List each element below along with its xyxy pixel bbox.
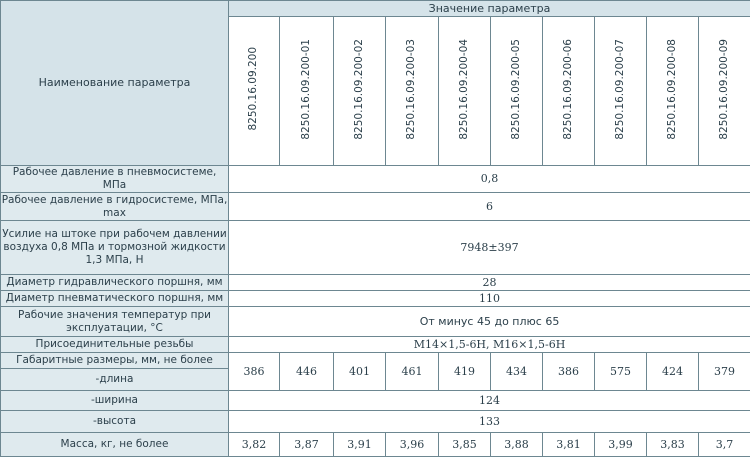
- length-value: 424: [647, 353, 699, 391]
- model-header: 8250.16.09.200-04: [439, 17, 491, 166]
- row-value: 110: [229, 291, 750, 307]
- mass-value: 3,82: [229, 433, 280, 457]
- mass-value: 3,85: [439, 433, 491, 457]
- row-label: -длина: [1, 369, 229, 391]
- row-label: Усилие на штоке при рабочем давлении воздуха 0,8 МПа и тормозной жидкости 1,3 МПа, Н: [1, 221, 229, 275]
- mass-value: 3,87: [280, 433, 334, 457]
- length-value: 379: [699, 353, 750, 391]
- mass-value: 3,7: [699, 433, 750, 457]
- mass-value: 3,99: [595, 433, 647, 457]
- row-label: Рабочие значения температур при эксплуатации, °С: [1, 307, 229, 337]
- value-group-header: Значение параметра: [229, 1, 750, 17]
- row-value: 0,8: [229, 166, 750, 193]
- param-name-header: Наименование параметра: [1, 1, 229, 166]
- row-value: От минус 45 до плюс 65: [229, 307, 750, 337]
- mass-value: 3,91: [334, 433, 386, 457]
- row-label: Присоединительные резьбы: [1, 337, 229, 353]
- row-label: Диаметр пневматического поршня, мм: [1, 291, 229, 307]
- mass-value: 3,96: [386, 433, 439, 457]
- model-header: 8250.16.09.200-01: [280, 17, 334, 166]
- row-hydro-pressure: [1, 193, 750, 221]
- model-header: 8250.16.09.200-09: [699, 17, 750, 166]
- length-value: 401: [334, 353, 386, 391]
- length-value: 446: [280, 353, 334, 391]
- row-value: 133: [229, 411, 750, 433]
- model-header: 8250.16.09.200-02: [334, 17, 386, 166]
- length-value: 434: [491, 353, 543, 391]
- row-value: 124: [229, 391, 750, 411]
- length-value: 386: [229, 353, 280, 391]
- row-label: Масса, кг, не более: [1, 433, 229, 457]
- model-header: 8250.16.09.200: [229, 17, 280, 166]
- model-header: 8250.16.09.200-06: [543, 17, 595, 166]
- row-label: Диаметр гидравлического поршня, мм: [1, 275, 229, 291]
- model-header: 8250.16.09.200-03: [386, 17, 439, 166]
- row-label: -ширина: [1, 391, 229, 411]
- row-mass: [1, 433, 750, 457]
- row-dimensions-title: [1, 353, 750, 369]
- mass-value: 3,88: [491, 433, 543, 457]
- row-value: 6: [229, 193, 750, 221]
- row-value: 28: [229, 275, 750, 291]
- mass-value: 3,83: [647, 433, 699, 457]
- header-row-group: [1, 1, 750, 17]
- row-width: [1, 391, 750, 411]
- row-height: [1, 411, 750, 433]
- row-pneumo-piston: [1, 291, 750, 307]
- row-label: Габаритные размеры, мм, не более: [1, 353, 229, 369]
- model-header: 8250.16.09.200-05: [491, 17, 543, 166]
- length-value: 461: [386, 353, 439, 391]
- row-pneumo-pressure: [1, 166, 750, 193]
- length-value: 575: [595, 353, 647, 391]
- model-header: 8250.16.09.200-07: [595, 17, 647, 166]
- row-threads: [1, 337, 750, 353]
- model-header: 8250.16.09.200-08: [647, 17, 699, 166]
- row-value: 7948±397: [229, 221, 750, 275]
- row-label: Рабочее давление в гидросистеме, МПа, max: [1, 193, 229, 221]
- length-value: 386: [543, 353, 595, 391]
- row-label: Рабочее давление в пневмосистеме, МПа: [1, 166, 229, 193]
- row-rod-force: [1, 221, 750, 275]
- mass-value: 3,81: [543, 433, 595, 457]
- row-hydro-piston: [1, 275, 750, 291]
- row-value: M14×1,5-6H, M16×1,5-6H: [229, 337, 750, 353]
- length-value: 419: [439, 353, 491, 391]
- row-temperature: [1, 307, 750, 337]
- row-label: -высота: [1, 411, 229, 433]
